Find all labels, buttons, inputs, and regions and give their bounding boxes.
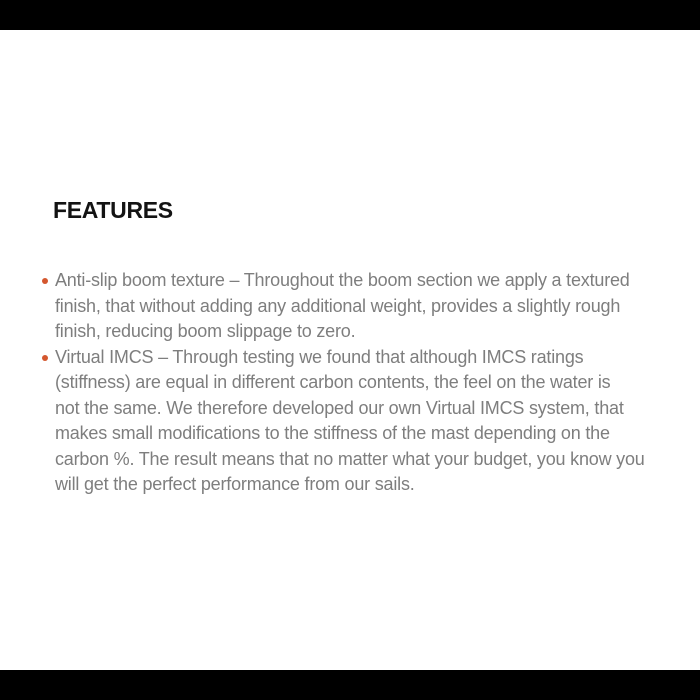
- bottom-letterbox-bar: [0, 670, 700, 700]
- bullet-icon: [42, 355, 48, 361]
- top-letterbox-bar: [0, 0, 700, 30]
- feature-text-line: finish, that without adding any additional weight, provides a slightly rough: [55, 295, 621, 316]
- bullet-icon: [42, 278, 48, 284]
- feature-text-line: finish, reducing boom slippage to zero.: [55, 321, 356, 341]
- feature-item-virtual-imcs: [42, 345, 662, 498]
- feature-item-anti-slip-boom-texture: [42, 268, 662, 345]
- feature-text-line: will get the perfect performance from our sails.: [55, 474, 415, 494]
- features-list: [42, 268, 662, 498]
- feature-text-line: not the same. We therefore developed our own Virtual IMCS system, that: [55, 397, 624, 418]
- feature-text-line: makes small modifications to the stiffness of the mast depending on the: [55, 423, 610, 443]
- feature-text-line: Anti-slip boom texture – Throughout the boom section we apply a textured: [55, 270, 630, 290]
- feature-text-line: carbon %. The result means that no matter what your budget, you know you: [55, 448, 645, 469]
- features-heading: FEATURES: [53, 197, 173, 223]
- feature-text-line: Virtual IMCS – Through testing we found that although IMCS ratings: [55, 346, 584, 367]
- feature-text-line: (stiffness) are equal in different carbon contents, the feel on the water is: [55, 372, 611, 392]
